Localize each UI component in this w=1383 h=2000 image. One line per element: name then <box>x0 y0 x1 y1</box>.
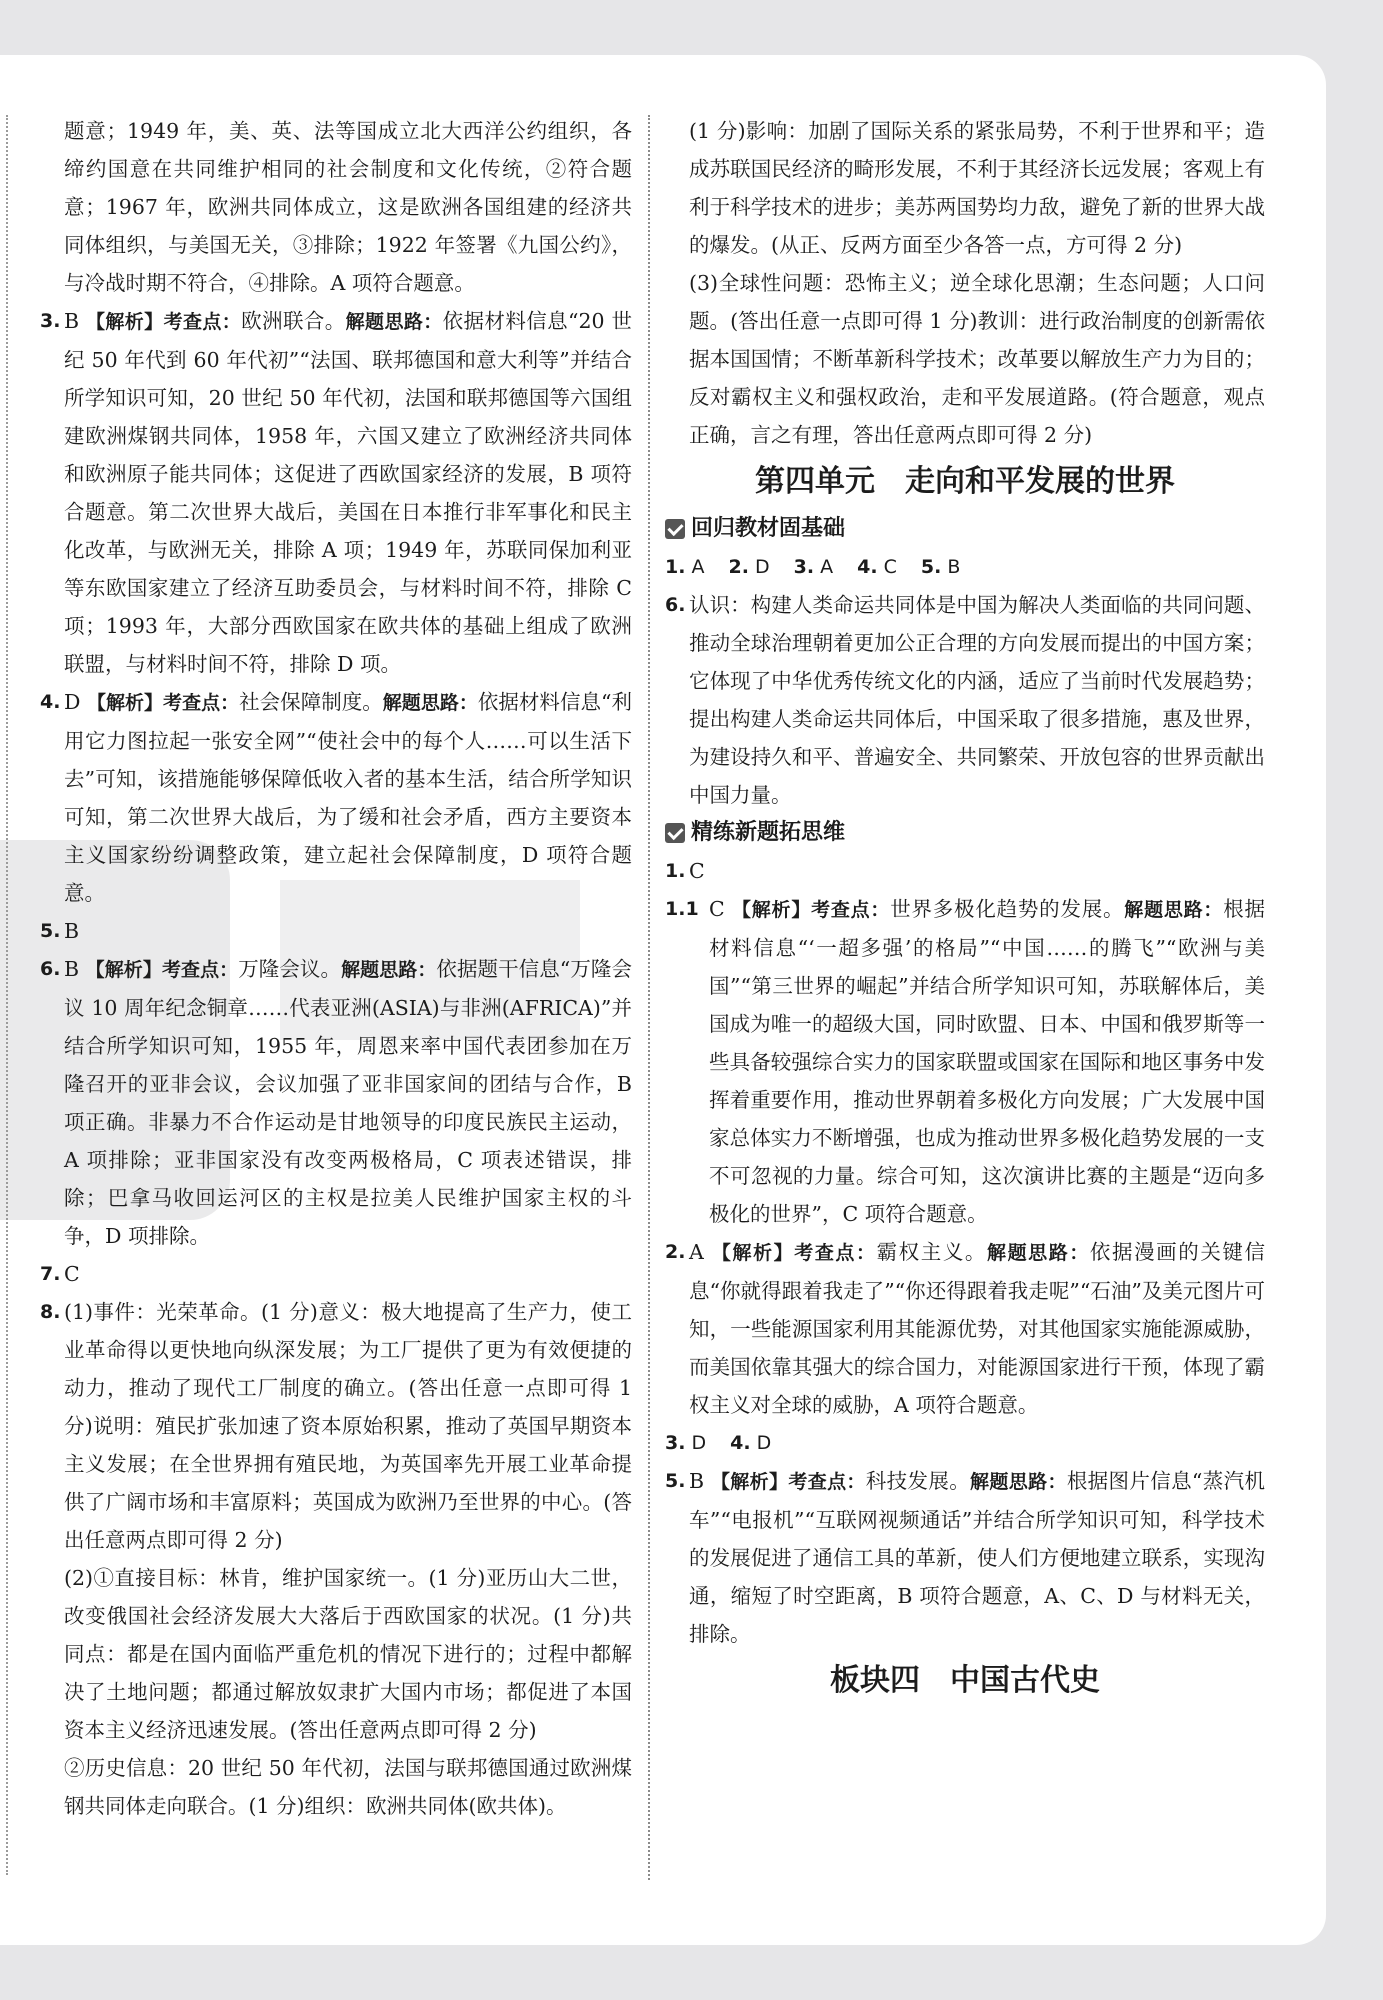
item-number: 4. <box>40 691 61 713</box>
checkbox-icon <box>665 519 685 539</box>
answer-choice: D <box>691 1432 707 1454</box>
practice-item-5 <box>665 1462 1265 1653</box>
answer-choice: C <box>883 556 897 578</box>
item-number: 5. <box>40 920 61 942</box>
analysis-tag: 【解析】考查点： <box>731 899 891 921</box>
item-body <box>64 950 632 1255</box>
unit-title: 第四单元 走向和平发展的世界 <box>755 464 1175 499</box>
explanation: 根据图片信息“蒸汽机车”“电报机”“互联网视频通话”并结合所学知识可知，科学技术的发展促进了通信工具的革新，使人们方便地建立联系，实现沟通，缩短了时空距离，B 项符合题意，A、C、D 与材料无关，排除。 <box>689 1469 1265 1646</box>
answer-choice: B <box>947 556 961 578</box>
answer-choice: D <box>64 690 81 714</box>
explanation: 依据漫画的关键信息“你就得跟着我走了”“你还得跟着我走呢”“石油”及美元图片可知，一些能源国家利用其能源优势，对其他国家实施能源威胁，而美国依靠其强大的综合国力，对能源国家进行干预，体现了霸权主义对全球的威胁，A 项符合题意。 <box>689 1240 1265 1417</box>
answer-item-3 <box>40 302 632 683</box>
answer-choice: C <box>709 897 725 921</box>
item-number: 5. <box>665 1470 686 1492</box>
section-title: 回归教材固基础 <box>691 516 846 541</box>
approach-tag: 解题思路： <box>987 1242 1090 1264</box>
topic: 欧洲联合。 <box>241 309 346 333</box>
answer-choice: B <box>64 309 80 333</box>
explanation: 依据材料信息“20 世纪 50 年代到 60 年代初”“法国、联邦德国和意大利等”并结合所学知识可知，20 世纪 50 年代初，法国和联邦德国等六国组建欧洲煤钢共同体，1958 年，六国又建立了欧洲经济共同体和欧洲原子能共同体；这促进了西欧国家经济的发展，B 项符合题意。第二次世界大战后，美国在日本推行非军事化和民主化改革，与欧洲无关，排除 A 项；1949 年，苏联同保加利亚等东欧国家建立了经济互助委员会，与材料时间不符，排除 C 项；1993 年，大部分西欧国家在欧共体的基础上组成了欧洲联盟，与材料时间不符，排除 D 项。 <box>64 309 632 676</box>
answer-pair <box>665 556 704 578</box>
topic: 科技发展。 <box>865 1469 971 1493</box>
item-body <box>64 302 632 683</box>
answer-choice: B <box>64 957 80 981</box>
answer-choice: C <box>689 859 705 883</box>
answer-row-3-4 <box>665 1424 1265 1462</box>
answer-choice: D <box>756 1432 772 1454</box>
answer-pair <box>665 1432 706 1454</box>
section-title: 精练新题拓思维 <box>691 820 846 845</box>
approach-tag: 解题思路： <box>341 959 437 981</box>
practice-item-2 <box>665 1233 1265 1424</box>
checkbox-icon <box>665 823 685 843</box>
explanation: 依据题干信息“万隆会议 10 周年纪念铜章……代表亚洲(ASIA)与非洲(AFRICA)”并结合所学知识可知，1955 年，周恩来率中国代表团参加在万隆召开的亚非会议，会议加强了亚非国家间的团结与合作，B 项正确。非暴力不合作运动是甘地领导的印度民族民主运动，A 项排除；亚非国家没有改变两极格局，C 项表述错误，排除；巴拿马收回运河区的主权是拉美人民维护国家主权的斗争，D 项排除。 <box>64 957 632 1248</box>
right-column <box>665 112 1265 1709</box>
answer-item-6 <box>40 950 632 1255</box>
topic: 万隆会议。 <box>238 957 342 981</box>
answer-number: 4. <box>730 1432 751 1454</box>
answer-number: 4. <box>857 556 878 578</box>
answer-number: 3. <box>665 1432 686 1454</box>
practice-item-1-1 <box>665 890 1265 1233</box>
approach-tag: 解题思路： <box>970 1471 1067 1493</box>
item-number: 7. <box>40 1263 61 1285</box>
item-body <box>64 1293 632 1825</box>
approach-tag: 解题思路： <box>382 692 478 714</box>
item-body: 认识：构建人类命运共同体是中国为解决人类面临的共同问题、推动全球治理朝着更加公正合理的方向发展而提出的中国方案；它体现了中华优秀传统文化的内涵，适应了当前时代发展趋势；提出构建人类命运共同体后，中国采取了很多措施，惠及世界，为建设持久和平、普遍安全、共同繁荣、开放包容的世界贡献出中国力量。 <box>689 593 1265 807</box>
item-number: 8. <box>40 1301 61 1323</box>
topic: 霸权主义。 <box>876 1240 987 1264</box>
continued-answer: (1 分)影响：加剧了国际关系的紧张局势，不利于世界和平；造成苏联国民经济的畸形发展，不利于其经济长远发展；客观上有利于科学技术的进步；美苏两国势均力敌，避免了新的世界大战的爆发。(从正、反两方面至少各答一点，方可得 2 分) <box>689 119 1265 257</box>
answer-number: 2. <box>728 556 749 578</box>
explanation: 依据材料信息“利用它力图拉起一张安全网”“使社会中的每个人……可以生活下去”可知，该措施能够保障低收入者的基本生活，结合所学知识可知，第二次世界大战后，为了缓和社会矛盾，西方主要资本主义国家纷纷调整政策，建立起社会保障制度，D 项符合题意。 <box>64 690 632 905</box>
answer-pair <box>921 556 961 578</box>
answer-item-6 <box>665 586 1265 814</box>
binding-edge <box>6 115 12 1875</box>
answer-choice: A <box>689 1240 704 1264</box>
answer-choice: C <box>64 1262 80 1286</box>
item-number: 1.1 <box>665 898 699 920</box>
analysis-tag: 【解析】考查点： <box>86 311 242 333</box>
answer-choice: B <box>689 1469 705 1493</box>
answer-item-5 <box>40 912 632 950</box>
topic: 世界多极化趋势的发展。 <box>890 897 1125 921</box>
answer-number: 3. <box>793 556 815 578</box>
approach-tag: 解题思路： <box>345 311 443 333</box>
answer-pair <box>794 556 833 578</box>
topic: 社会保障制度。 <box>239 690 383 714</box>
item-number: 6. <box>40 958 61 980</box>
left-column <box>40 112 632 1825</box>
answer-number: 5. <box>920 556 942 578</box>
column-divider <box>648 115 650 1880</box>
part-2b: ②历史信息：20 世纪 50 年代初，法国与联邦德国通过欧洲煤钢共同体走向联合。(1 分)组织：欧洲共同体(欧共体)。 <box>64 1756 632 1818</box>
answer-row <box>665 548 1265 586</box>
item-body <box>689 1233 1265 1424</box>
answer-choice: A <box>820 556 834 578</box>
part-1: (1)事件：光荣革命。(1 分)意义：极大地提高了生产力，使工业革命得以更快地向纵深发展；为工厂提供了更为有效便捷的动力，推动了现代工厂制度的确立。(答出任意一点即可得 1 分)说明：殖民扩张加速了资本原始积累，推动了英国早期资本主义发展；在全世界拥有殖民地，为英国率先开展工业革命提供了广阔市场和丰富原料；英国成为欧洲乃至世界的中心。(答出任意两点即可得 2 分) <box>64 1300 632 1552</box>
explanation: 根据材料信息“‘一超多强’的格局”“中国……的腾飞”“欧洲与美国”“第三世界的崛起”并结合所学知识可知，苏联解体后，美国成为唯一的超级大国，同时欧盟、日本、中国和俄罗斯等一些具备较强综合实力的国家联盟或国家在国际和地区事务中发挥着重要作用，推动世界朝着多极化方向发展；广大发展中国家总体实力不断增强，也成为推动世界多极化趋势发展的一支不可忽视的力量。综合可知，这次演讲比赛的主题是“迈向多极化的世界”，C 项符合题意。 <box>709 897 1265 1226</box>
answer-choice: D <box>754 556 770 578</box>
item-number: 6. <box>665 594 686 616</box>
practice-item-1 <box>665 852 1265 890</box>
item-number: 3. <box>40 310 61 332</box>
analysis-tag: 【解析】考查点： <box>85 959 239 981</box>
item-body <box>689 1462 1265 1653</box>
answer-number: 1. <box>665 556 686 578</box>
section-heading-basics <box>665 510 1265 548</box>
item-number: 1. <box>665 860 686 882</box>
answer-choice: A <box>691 556 705 578</box>
analysis-tag: 【解析】考查点： <box>86 692 240 714</box>
answer-item-7 <box>40 1255 632 1293</box>
answer-item-4 <box>40 683 632 912</box>
answer-choice: B <box>64 919 80 943</box>
item-body <box>64 683 632 912</box>
approach-tag: 解题思路： <box>1124 899 1224 921</box>
part-2: (2)①直接目标：林肯，维护国家统一。(1 分)亚历山大二世，改变俄国社会经济发展大大落后于西欧国家的状况。(1 分)共同点：都是在国内面临严重危机的情况下进行的；过程中都解决了土地问题；都通过解放奴隶扩大国内市场；都促进了本国资本主义经济迅速发展。(答出任意两点即可得 2 分) <box>64 1566 632 1742</box>
item-number: 2. <box>665 1241 686 1263</box>
continued-answer: 题意；1949 年，美、英、法等国成立北大西洋公约组织，各缔约国意在共同维护相同的社会制度和文化传统，②符合题意；1967 年，欧洲共同体成立，这是欧洲各国组建的经济共同体组织，与美国无关，③排除；1922 年签署《九国公约》，与冷战时期不符合，④排除。A 项符合题意。 <box>64 119 632 295</box>
item-body <box>709 890 1265 1233</box>
answer-item-8 <box>40 1293 632 1825</box>
analysis-tag: 【解析】考查点： <box>711 1242 877 1264</box>
answer-pair <box>729 556 770 578</box>
section-heading-practice <box>665 814 1265 852</box>
answer-pair <box>857 556 897 578</box>
answer-pair <box>730 1432 771 1454</box>
block-title: 板块四 中国古代史 <box>830 1663 1100 1698</box>
analysis-tag: 【解析】考查点： <box>710 1471 866 1493</box>
continued-answer-3: (3)全球性问题：恐怖主义；逆全球化思潮；生态问题；人口问题。(答出任意一点即可得 1 分)教训：进行政治制度的创新需依据本国国情；不断革新科学技术；改革要以解放生产力为目的；反对霸权主义和强权政治，走和平发展道路。(符合题意，观点正确，言之有理，答出任意两点即可得 2 分) <box>689 271 1265 447</box>
